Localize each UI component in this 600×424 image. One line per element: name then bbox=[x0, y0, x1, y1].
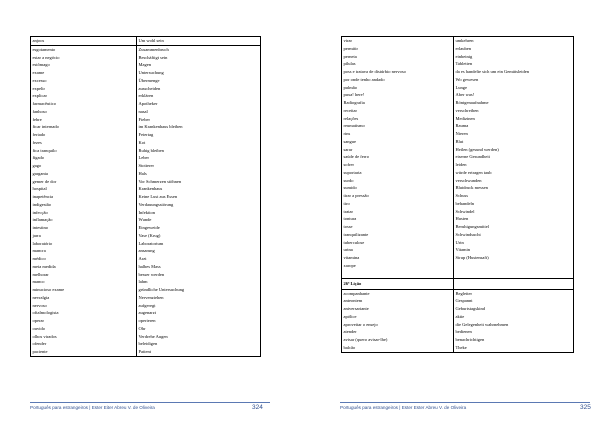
portuguese-term: ficar internado bbox=[32, 124, 59, 130]
german-translation: verschwunden bbox=[454, 177, 574, 185]
german-translation: Beruhigungsmittel bbox=[454, 223, 574, 231]
portuguese-term: exame bbox=[32, 70, 45, 75]
table-row bbox=[31, 240, 261, 248]
vocabulary-table-left bbox=[30, 36, 261, 357]
portuguese-term: infecção bbox=[32, 209, 48, 215]
portuguese-term: surdo bbox=[343, 177, 354, 183]
german-translation: Hals bbox=[137, 170, 261, 178]
footer-rule bbox=[340, 402, 590, 403]
table-row bbox=[31, 247, 261, 255]
portuguese-term: explicar bbox=[32, 93, 47, 99]
portuguese-term: paciente bbox=[32, 349, 48, 354]
table-row bbox=[31, 263, 261, 271]
portuguese-term: suportaria bbox=[343, 169, 362, 175]
german-translation: Krankenhaus bbox=[137, 185, 261, 193]
german-translation: Arzt bbox=[137, 255, 261, 263]
table-row bbox=[342, 138, 574, 146]
portuguese-term: aproveitar o ensejo bbox=[343, 321, 378, 327]
german-translation: bedienen bbox=[454, 328, 574, 336]
portuguese-term: manco bbox=[32, 279, 45, 285]
table-row bbox=[342, 161, 574, 169]
table-row bbox=[31, 325, 261, 333]
table-row bbox=[31, 170, 261, 178]
german-translation: Infektion bbox=[137, 209, 261, 217]
portuguese-term: jarra bbox=[32, 232, 41, 238]
table-row bbox=[342, 262, 574, 270]
portuguese-term: nervoso bbox=[32, 302, 47, 308]
german-translation: die Gelegenheit wahrnehmen bbox=[454, 321, 574, 329]
portuguese-term: tosse bbox=[343, 224, 353, 229]
table-row bbox=[342, 297, 574, 305]
german-translation: Vitamin bbox=[454, 246, 574, 254]
table-row bbox=[342, 45, 574, 53]
german-translation: aufgeregt bbox=[137, 302, 261, 310]
table-row bbox=[342, 192, 574, 200]
table-row bbox=[342, 215, 574, 223]
german-translation: Husten bbox=[454, 215, 574, 223]
portuguese-term: gago bbox=[32, 163, 42, 168]
table-row bbox=[342, 153, 574, 161]
spacer-cell bbox=[342, 270, 454, 279]
table-row bbox=[31, 178, 261, 186]
table-row bbox=[31, 69, 261, 77]
german-translation: Kot bbox=[137, 139, 261, 147]
table-row bbox=[31, 255, 261, 263]
table-row bbox=[342, 223, 574, 231]
table-row bbox=[31, 85, 261, 93]
german-translation: Blut bbox=[454, 138, 574, 146]
table-row bbox=[31, 37, 261, 46]
german-translation: Untersuchung bbox=[137, 69, 261, 77]
table-row bbox=[342, 130, 574, 138]
portuguese-term: xarope bbox=[343, 262, 356, 268]
portuguese-term: indigestão bbox=[32, 201, 51, 207]
portuguese-term: febre bbox=[32, 116, 42, 122]
portuguese-term: excesso bbox=[32, 77, 47, 83]
german-translation: Schwindsucht bbox=[454, 231, 574, 239]
german-translation: eiserne Gesundheit bbox=[454, 153, 574, 161]
table-row bbox=[342, 200, 574, 208]
portuguese-term: relações bbox=[343, 115, 359, 121]
german-translation: einbeinig bbox=[454, 53, 574, 61]
german-translation: Gespannt bbox=[454, 297, 574, 305]
german-translation: lahm bbox=[137, 278, 261, 286]
portuguese-term: estar a negócio bbox=[32, 54, 60, 60]
portuguese-term: olhos virados bbox=[32, 333, 57, 339]
table-row bbox=[31, 77, 261, 85]
german-translation: Übermenge bbox=[137, 77, 261, 85]
table-row bbox=[342, 91, 574, 99]
table-row bbox=[342, 328, 574, 336]
portuguese-term: por onde tenho andado bbox=[343, 76, 385, 82]
german-translation: Beschäftigt sein bbox=[137, 54, 261, 62]
german-translation: Tabletten bbox=[454, 60, 574, 68]
german-translation: Wunde bbox=[137, 216, 261, 224]
portuguese-term: anteontem bbox=[343, 298, 363, 304]
portuguese-term: mancra bbox=[32, 248, 46, 254]
portuguese-term: vitamina bbox=[343, 255, 360, 260]
german-translation: umkehren bbox=[454, 37, 574, 45]
table-row bbox=[342, 184, 574, 192]
table-row bbox=[31, 209, 261, 217]
german-translation: Verdrehe Augen bbox=[137, 333, 261, 341]
german-translation: Fieber bbox=[137, 116, 261, 124]
table-row bbox=[31, 100, 261, 108]
portuguese-term: tuberculose bbox=[343, 239, 365, 245]
portuguese-term: pílulas bbox=[343, 61, 356, 67]
table-row bbox=[342, 336, 574, 344]
german-translation: Ruhig bleiben bbox=[137, 147, 261, 155]
portuguese-term: esgotamento bbox=[32, 46, 56, 52]
table-row bbox=[31, 54, 261, 62]
table-row bbox=[31, 61, 261, 69]
german-translation: aktie bbox=[454, 313, 574, 321]
spacer-row bbox=[342, 270, 574, 279]
table-row bbox=[342, 84, 574, 92]
portuguese-term: inapetência bbox=[32, 194, 53, 199]
table-row bbox=[342, 313, 574, 321]
german-translation: gründliche Untersuchung bbox=[137, 286, 261, 294]
german-translation: besser werden bbox=[137, 271, 261, 279]
german-translation: Geburtstagskind bbox=[454, 305, 574, 313]
right-page bbox=[300, 0, 600, 424]
table-row bbox=[31, 201, 261, 209]
portuguese-term: acompanhante bbox=[343, 290, 370, 296]
german-translation: ausscheiden bbox=[137, 85, 261, 93]
portuguese-term: nevralgia bbox=[32, 294, 50, 300]
german-translation: da es handelte sich um ein Gemütsleiden bbox=[454, 68, 574, 76]
footer-rule bbox=[30, 402, 270, 403]
table-row bbox=[342, 37, 574, 45]
german-translation: erklären bbox=[137, 92, 261, 100]
german-translation: erlauben bbox=[454, 45, 574, 53]
table-row bbox=[342, 99, 574, 107]
vocabulary-table-right bbox=[341, 36, 574, 353]
table-row bbox=[342, 177, 574, 185]
portuguese-term: farmacêutico bbox=[32, 101, 56, 106]
german-translation: Wo gewesen bbox=[454, 76, 574, 84]
portuguese-term: receitar bbox=[343, 107, 357, 113]
german-translation: Patient bbox=[137, 348, 261, 356]
german-translation: Röntgenaufnahme bbox=[454, 99, 574, 107]
german-translation: Medizinen bbox=[454, 115, 574, 123]
portuguese-term: laboratório bbox=[32, 240, 53, 246]
portuguese-term: minucioso exame bbox=[32, 287, 65, 292]
portuguese-term: sarar bbox=[343, 146, 353, 152]
table-row bbox=[31, 139, 261, 147]
german-translation: beleidigen bbox=[137, 340, 261, 348]
table-row bbox=[31, 147, 261, 155]
table-row bbox=[342, 254, 574, 262]
portuguese-term: balcão bbox=[343, 344, 356, 350]
portuguese-term: estômago bbox=[32, 62, 50, 68]
portuguese-term: tranquilizante bbox=[343, 231, 369, 237]
portuguese-term: perneta bbox=[343, 53, 357, 59]
table-row bbox=[342, 321, 574, 329]
table-row bbox=[31, 348, 261, 356]
german-translation: Blutdruck messen bbox=[454, 184, 574, 192]
table-row bbox=[31, 116, 261, 124]
table-row bbox=[342, 305, 574, 313]
table-row bbox=[31, 309, 261, 317]
portuguese-term: virar bbox=[343, 38, 352, 43]
portuguese-term: sangue bbox=[343, 138, 356, 144]
german-translation bbox=[454, 262, 574, 270]
table-row bbox=[31, 154, 261, 162]
table-row bbox=[31, 123, 261, 131]
german-translation: Eingeweide bbox=[137, 224, 261, 232]
table-row bbox=[31, 302, 261, 310]
german-translation: behandeln bbox=[454, 200, 574, 208]
table-row bbox=[31, 232, 261, 240]
german-translation: Begleiter bbox=[454, 289, 574, 297]
portuguese-term: médico bbox=[32, 256, 46, 261]
table-row bbox=[342, 122, 574, 130]
portuguese-term: pulmão bbox=[343, 84, 357, 90]
german-translation: verschreiben bbox=[454, 107, 574, 115]
german-translation: augenarzt bbox=[137, 309, 261, 317]
german-translation: Um wohl sein bbox=[137, 37, 261, 46]
portuguese-term: atender bbox=[343, 329, 357, 335]
portuguese-term: tirar a pressão bbox=[343, 193, 369, 198]
german-translation: Magen bbox=[137, 61, 261, 69]
portuguese-term: feriado bbox=[32, 132, 46, 137]
portuguese-term: operar bbox=[32, 318, 44, 323]
portuguese-term: garganta bbox=[32, 170, 48, 176]
portuguese-term: expelir bbox=[32, 85, 45, 91]
table-row bbox=[31, 294, 261, 302]
table-row bbox=[342, 60, 574, 68]
portuguese-term: hospital bbox=[32, 186, 47, 192]
table-row bbox=[342, 53, 574, 61]
portuguese-term: tiro bbox=[343, 200, 350, 206]
portuguese-term: fanhoso bbox=[32, 108, 47, 114]
german-translation: Feiertag bbox=[137, 131, 261, 139]
german-translation: Nieren bbox=[454, 130, 574, 138]
portuguese-term: inflamação bbox=[32, 217, 53, 223]
german-translation: Schuss bbox=[454, 192, 574, 200]
section-heading: 26ª Lição bbox=[342, 278, 454, 289]
german-translation: Nervenziehen bbox=[137, 294, 261, 302]
table-row bbox=[342, 208, 574, 216]
portuguese-term: puxa! here! bbox=[343, 92, 365, 98]
page-number: 325 bbox=[580, 404, 591, 411]
table-row bbox=[31, 333, 261, 341]
footer-text: Português para estrangeiros | Ester Ester Abreu V. de Oliveira bbox=[340, 405, 467, 410]
table-row bbox=[31, 131, 261, 139]
german-translation: Stotterer bbox=[137, 162, 261, 170]
table-row bbox=[31, 271, 261, 279]
german-translation: Ohr bbox=[137, 325, 261, 333]
german-translation: Verdauungsstörung bbox=[137, 201, 261, 209]
portuguese-term: meia medida bbox=[32, 263, 56, 269]
german-translation: Zusammenbruch bbox=[137, 45, 261, 53]
german-translation: Vor Schmerzen stöhnen bbox=[137, 178, 261, 186]
german-translation: Heilen (gesund werden) bbox=[454, 146, 574, 154]
german-translation: Schwindel bbox=[454, 208, 574, 216]
table-row bbox=[31, 340, 261, 348]
portuguese-term: oftalmologista bbox=[32, 310, 59, 316]
portuguese-term: rins bbox=[343, 131, 351, 136]
portuguese-term: apólice bbox=[343, 313, 357, 319]
german-translation: halbes Mass bbox=[137, 263, 261, 271]
german-translation: Rauma bbox=[454, 122, 574, 130]
portuguese-term: aniversariante bbox=[343, 306, 369, 311]
german-translation: Keine Lust aus Essen bbox=[137, 193, 261, 201]
table-row bbox=[31, 278, 261, 286]
german-translation: Lunge bbox=[454, 84, 574, 92]
german-translation: Aber was! bbox=[454, 91, 574, 99]
portuguese-term: tratar bbox=[343, 208, 353, 214]
portuguese-term: Radiografia bbox=[343, 100, 365, 105]
german-translation: Vase (Krug) bbox=[137, 232, 261, 240]
portuguese-term: permitir bbox=[343, 45, 358, 51]
german-translation: Sirup (Hustensaft) bbox=[454, 254, 574, 262]
table-row bbox=[342, 169, 574, 177]
german-translation: Theke bbox=[454, 344, 574, 352]
table-row bbox=[342, 289, 574, 297]
table-row bbox=[31, 185, 261, 193]
table-row bbox=[31, 224, 261, 232]
table-row bbox=[342, 76, 574, 84]
portuguese-term: ofender bbox=[32, 341, 47, 347]
german-translation: würde ertragen taub bbox=[454, 169, 574, 177]
german-translation: im Krankenhaus bleiben bbox=[137, 123, 261, 131]
table-row bbox=[31, 286, 261, 294]
portuguese-term: fezes bbox=[32, 139, 42, 145]
section-heading-blank bbox=[454, 278, 574, 289]
german-translation: Laboratorium bbox=[137, 240, 261, 248]
table-row bbox=[31, 162, 261, 170]
table-row bbox=[31, 216, 261, 224]
german-translation: ansarung bbox=[137, 247, 261, 255]
table-row bbox=[31, 92, 261, 100]
portuguese-term: poss e tratava de distúrbio nervoso bbox=[343, 69, 406, 74]
table-row bbox=[342, 231, 574, 239]
table-row bbox=[342, 68, 574, 76]
german-translation: Apotheker bbox=[137, 100, 261, 108]
table-row bbox=[31, 193, 261, 201]
portuguese-term: intestino bbox=[32, 225, 48, 230]
german-translation: leiden bbox=[454, 161, 574, 169]
portuguese-term: tontura bbox=[343, 216, 357, 222]
german-translation: operieren bbox=[137, 317, 261, 325]
portuguese-term: fígado bbox=[32, 155, 44, 161]
section-heading-row bbox=[342, 278, 574, 289]
table-row bbox=[342, 344, 574, 352]
page-number: 324 bbox=[252, 404, 263, 411]
portuguese-term: reumatismo bbox=[343, 123, 365, 129]
table-row bbox=[342, 246, 574, 254]
german-translation: Leber bbox=[137, 154, 261, 162]
portuguese-term: ouvido bbox=[32, 325, 46, 331]
portuguese-term: anjoos bbox=[31, 37, 137, 46]
portuguese-term: fica tranquilo bbox=[32, 147, 57, 153]
table-row bbox=[342, 107, 574, 115]
german-translation: nasal bbox=[137, 108, 261, 116]
german-translation: benachrichtigen bbox=[454, 336, 574, 344]
table-row bbox=[342, 146, 574, 154]
table-row bbox=[342, 115, 574, 123]
footer-text: Português para estrangeiros | Ester Eiter Abreu V. de Oliveira bbox=[30, 405, 155, 410]
table-row bbox=[31, 45, 261, 53]
table-row bbox=[342, 239, 574, 247]
portuguese-term: melhorar bbox=[32, 271, 49, 277]
portuguese-term: gemer de dor bbox=[32, 178, 57, 184]
portuguese-term: sofrer bbox=[343, 162, 354, 167]
portuguese-term: urina bbox=[343, 247, 353, 253]
german-translation: Urin bbox=[454, 239, 574, 247]
portuguese-term: saúde de ferro bbox=[343, 154, 369, 160]
portuguese-term: avisar (quero avisar-lhe) bbox=[343, 337, 388, 342]
table-row bbox=[31, 317, 261, 325]
portuguese-term: sumido bbox=[343, 185, 357, 191]
table-row bbox=[31, 108, 261, 116]
spacer-cell bbox=[454, 270, 574, 279]
